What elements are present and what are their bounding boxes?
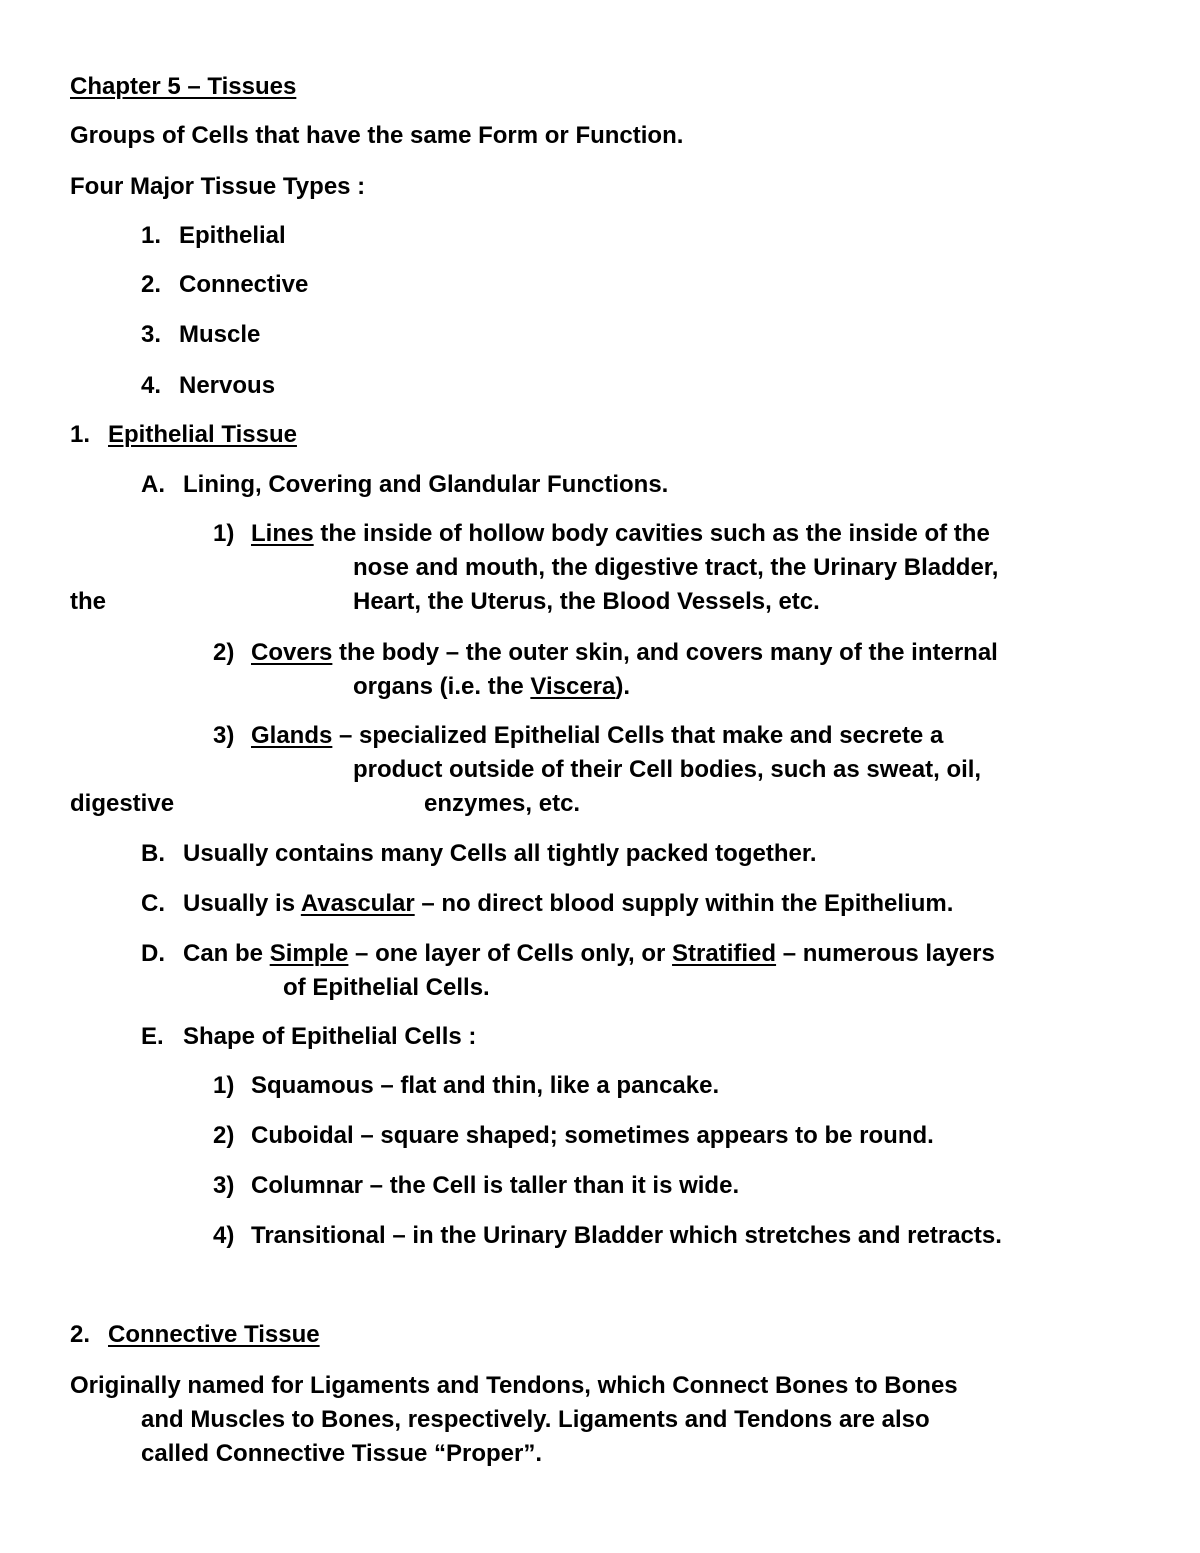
list-item-number: 4. bbox=[141, 372, 162, 399]
section-number: 1. bbox=[70, 421, 91, 448]
stray-word: digestive bbox=[70, 790, 175, 817]
sub-item-text: Cuboidal – square shaped; sometimes appears to be round. bbox=[251, 1122, 934, 1149]
page-title: Chapter 5 – Tissues bbox=[70, 73, 297, 100]
list-item-number: 1. bbox=[141, 222, 162, 249]
outline-text: Usually is bbox=[183, 890, 301, 917]
outline-line bbox=[183, 939, 995, 969]
sub-item-number: 4) bbox=[213, 1222, 235, 1249]
list-item-number: 2. bbox=[141, 271, 162, 298]
sub-item-number: 1) bbox=[213, 520, 235, 547]
sub-item-text: product outside of their Cell bodies, such as sweat, oil, bbox=[353, 756, 982, 783]
outline-letter: D. bbox=[141, 940, 165, 967]
section-heading: Connective Tissue bbox=[108, 1321, 320, 1348]
term: Viscera bbox=[530, 673, 616, 700]
term: Lines bbox=[251, 520, 314, 547]
intro-line: Groups of Cells that have the same Form or Function. bbox=[70, 122, 684, 149]
paragraph-line: called Connective Tissue “Proper”. bbox=[141, 1440, 543, 1467]
sub-item-number: 3) bbox=[213, 1172, 235, 1199]
sub-item-text: Heart, the Uterus, the Blood Vessels, etc. bbox=[353, 588, 820, 615]
outline-text: Usually contains many Cells all tightly packed together. bbox=[183, 840, 817, 867]
term: Covers bbox=[251, 639, 333, 666]
sub-item-number: 2) bbox=[213, 1122, 235, 1149]
outline-text: Shape of Epithelial Cells : bbox=[183, 1023, 477, 1050]
outline-text: – one layer of Cells only, or bbox=[348, 940, 673, 967]
sub-item-line bbox=[353, 672, 630, 702]
sub-item-text: ). bbox=[615, 673, 631, 700]
sub-item-text: nose and mouth, the digestive tract, the Urinary Bladder, bbox=[353, 554, 999, 581]
outline-text: – numerous layers bbox=[776, 940, 995, 967]
sub-item-line bbox=[251, 721, 943, 751]
sub-item-text: Columnar – the Cell is taller than it is wide. bbox=[251, 1172, 740, 1199]
list-item: Connective bbox=[179, 271, 309, 298]
sub-item-line bbox=[251, 638, 998, 668]
sub-item-text: organs (i.e. the bbox=[353, 673, 531, 700]
sub-item-text: Squamous – flat and thin, like a pancake. bbox=[251, 1072, 720, 1099]
list-item: Epithelial bbox=[179, 222, 286, 249]
term: Stratified bbox=[672, 940, 777, 967]
sub-item-text: the inside of hollow body cavities such as the inside of the bbox=[313, 520, 990, 547]
section-number: 2. bbox=[70, 1321, 91, 1348]
paragraph-line: and Muscles to Bones, respectively. Ligaments and Tendons are also bbox=[141, 1406, 930, 1433]
term: Avascular bbox=[300, 890, 415, 917]
sub-item-text: the body – the outer skin, and covers many of the internal bbox=[332, 639, 998, 666]
stray-word: the bbox=[70, 588, 106, 615]
term: Glands bbox=[251, 722, 333, 749]
outline-text: of Epithelial Cells. bbox=[283, 974, 490, 1001]
section-heading: Epithelial Tissue bbox=[108, 421, 297, 448]
paragraph-line: Originally named for Ligaments and Tendons, which Connect Bones to Bones bbox=[70, 1372, 958, 1399]
outline-text: – no direct blood supply within the Epithelium. bbox=[414, 890, 954, 917]
sub-item-text: – specialized Epithelial Cells that make and secrete a bbox=[332, 722, 944, 749]
outline-letter: B. bbox=[141, 840, 165, 867]
outline-letter: A. bbox=[141, 471, 165, 498]
outline-text: Can be bbox=[183, 940, 270, 967]
outline-letter: E. bbox=[141, 1023, 164, 1050]
outline-text: Lining, Covering and Glandular Functions. bbox=[183, 471, 669, 498]
sub-item-number: 1) bbox=[213, 1072, 235, 1099]
sub-item-line bbox=[251, 519, 990, 549]
sub-item-text: enzymes, etc. bbox=[424, 790, 581, 817]
outline-line bbox=[183, 889, 953, 919]
sub-item-text: Transitional – in the Urinary Bladder which stretches and retracts. bbox=[251, 1222, 1002, 1249]
list-item: Muscle bbox=[179, 321, 261, 348]
term: Simple bbox=[269, 940, 349, 967]
list-item: Nervous bbox=[179, 372, 276, 399]
sub-item-number: 2) bbox=[213, 639, 235, 666]
outline-letter: C. bbox=[141, 890, 165, 917]
types-heading: Four Major Tissue Types : bbox=[70, 173, 366, 200]
list-item-number: 3. bbox=[141, 321, 162, 348]
sub-item-number: 3) bbox=[213, 722, 235, 749]
